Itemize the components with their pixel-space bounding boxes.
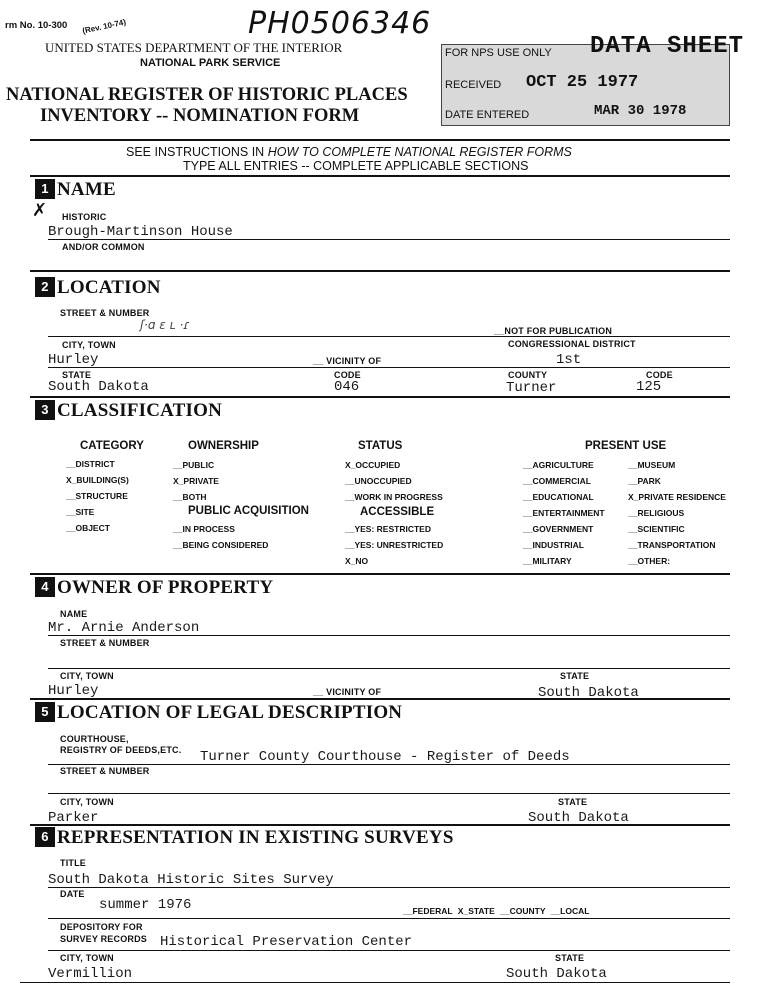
owner-vicinity-of: __ VICINITY OF — [313, 687, 382, 697]
checkmark-x: ✗ — [32, 200, 48, 221]
status-heading: STATUS — [358, 440, 403, 452]
county-label: COUNTY — [508, 370, 548, 380]
congressional-label: CONGRESSIONAL DISTRICT — [508, 339, 636, 349]
survey-date-label: DATE — [60, 889, 85, 899]
section-number: 3 — [35, 400, 55, 420]
use-entertainment: __ENTERTAINMENT — [523, 508, 605, 518]
county-value: Turner — [506, 380, 557, 396]
use-industrial: __INDUSTRIAL — [523, 540, 584, 550]
section-title: REPRESENTATION IN EXISTING SURVEYS — [57, 827, 454, 848]
section-title: LOCATION — [57, 277, 161, 298]
field-line — [48, 336, 730, 337]
service-name: NATIONAL PARK SERVICE — [140, 57, 281, 69]
instructions-line1 — [126, 145, 572, 159]
accessible-heading: ACCESSIBLE — [360, 506, 435, 518]
street-scribble: ʃ·ɑ ɛ ʟ ·ɾ — [140, 318, 190, 332]
section-title: CLASSIFICATION — [57, 400, 223, 421]
vicinity-of: __ VICINITY OF — [313, 356, 382, 366]
section-3-heading — [35, 400, 222, 422]
section-6-heading — [35, 827, 454, 849]
survey-city-value: Vermillion — [48, 966, 133, 982]
common-name-label: AND/OR COMMON — [62, 242, 145, 252]
field-line — [48, 793, 730, 794]
survey-title-label: TITLE — [60, 858, 86, 868]
field-line — [48, 950, 730, 951]
survey-levels: __FEDERAL X_STATE __COUNTY __LOCAL — [403, 906, 590, 916]
use-commercial: __COMMERCIAL — [523, 476, 592, 486]
code-value: 046 — [334, 379, 360, 395]
form-title-line2: INVENTORY -- NOMINATION FORM — [40, 106, 360, 126]
legal-city-value: Parker — [48, 810, 99, 826]
section-2-heading — [35, 277, 161, 299]
ownership-public: __PUBLIC — [173, 460, 215, 470]
ownership-both: __BOTH — [173, 492, 207, 502]
congressional-value: 1st — [556, 352, 582, 368]
state-label: STATE — [62, 370, 92, 380]
instructions-prefix: SEE INSTRUCTIONS IN — [126, 145, 268, 159]
section-number: 6 — [35, 827, 55, 847]
field-line — [48, 367, 730, 368]
use-military: __MILITARY — [523, 556, 572, 566]
ownership-private: X_PRIVATE — [173, 476, 219, 486]
status-occupied: X_OCCUPIED — [345, 460, 401, 470]
use-private-residence: X_PRIVATE RESIDENCE — [628, 492, 726, 502]
category-district: __DISTRICT — [66, 459, 115, 469]
use-transportation: __TRANSPORTATION — [628, 540, 716, 550]
department-name: UNITED STATES DEPARTMENT OF THE INTERIOR — [45, 40, 343, 55]
acquisition-in-process: __IN PROCESS — [173, 524, 235, 534]
divider — [30, 396, 730, 398]
category-site: __SITE — [66, 507, 95, 517]
section-4-heading — [35, 577, 273, 599]
divider — [30, 573, 730, 575]
use-other: __OTHER: — [628, 556, 671, 566]
field-line — [48, 635, 730, 636]
field-line — [48, 239, 730, 240]
legal-state-label: STATE — [558, 797, 588, 807]
nps-stamp-box — [441, 33, 745, 126]
divider — [30, 824, 730, 826]
depository-label-1: DEPOSITORY FOR — [60, 922, 143, 932]
owner-city-label: CITY, TOWN — [60, 671, 114, 681]
acquisition-heading: PUBLIC ACQUISITION — [188, 505, 309, 517]
present-use-heading: PRESENT USE — [585, 440, 667, 452]
registry-value: Turner County Courthouse - Register of Deeds — [200, 749, 570, 765]
historic-label: HISTORIC — [62, 212, 107, 222]
access-restricted: __YES: RESTRICTED — [345, 524, 431, 534]
section-number: 5 — [35, 702, 55, 722]
handwritten-id: PH0506346 — [248, 6, 432, 41]
owner-name-value: Mr. Arnie Anderson — [48, 620, 200, 636]
survey-state-label: STATE — [555, 953, 585, 963]
section-number: 1 — [35, 179, 55, 199]
code-label: CODE — [334, 370, 361, 380]
state-value: South Dakota — [48, 379, 149, 395]
form-number: rm No. 10-300 — [5, 20, 68, 31]
form-title-line1: NATIONAL REGISTER OF HISTORIC PLACES — [6, 85, 408, 105]
code2-value: 125 — [636, 379, 662, 395]
use-agriculture: __AGRICULTURE — [523, 460, 594, 470]
category-object: __OBJECT — [66, 523, 110, 533]
not-for-publication: __NOT FOR PUBLICATION — [494, 326, 613, 336]
nps-use-label: FOR NPS USE ONLY — [445, 47, 552, 59]
field-line — [48, 668, 730, 669]
acquisition-being-considered: __BEING CONSIDERED — [173, 540, 269, 550]
city-label: CITY, TOWN — [62, 340, 116, 350]
category-structure: __STRUCTURE — [66, 491, 128, 501]
owner-name-label: NAME — [60, 609, 88, 619]
instructions-title: HOW TO COMPLETE NATIONAL REGISTER FORMS — [267, 145, 572, 159]
data-sheet-stamp: DATA SHEET — [590, 33, 745, 60]
date-entered-value: MAR 30 1978 — [594, 103, 687, 119]
legal-street-label: STREET & NUMBER — [60, 766, 150, 776]
legal-city-label: CITY, TOWN — [60, 797, 114, 807]
use-museum: __MUSEUM — [628, 460, 676, 470]
instructions-line2: TYPE ALL ENTRIES -- COMPLETE APPLICABLE SECTIONS — [183, 159, 529, 173]
category-buildings: X_BUILDING(S) — [66, 475, 129, 485]
divider — [30, 270, 730, 272]
depository-value: Historical Preservation Center — [160, 934, 413, 950]
courthouse-label: COURTHOUSE, — [60, 734, 129, 744]
access-no: X_NO — [345, 556, 369, 566]
survey-state-value: South Dakota — [506, 966, 607, 982]
section-1-heading — [35, 179, 116, 201]
registry-label: REGISTRY OF DEEDS,ETC. — [60, 745, 182, 755]
section-title: LOCATION OF LEGAL DESCRIPTION — [57, 702, 403, 723]
owner-state-value: South Dakota — [538, 685, 639, 701]
section-title: OWNER OF PROPERTY — [57, 577, 274, 598]
use-educational: __EDUCATIONAL — [523, 492, 594, 502]
section-number: 2 — [35, 277, 55, 297]
access-unrestricted: __YES: UNRESTRICTED — [345, 540, 444, 550]
form-revision: (Rev. 10-74) — [81, 17, 127, 36]
status-work-in-progress: __WORK IN PROGRESS — [345, 492, 443, 502]
owner-state-label: STATE — [560, 671, 590, 681]
use-scientific: __SCIENTIFIC — [628, 524, 685, 534]
divider — [30, 698, 730, 700]
code2-label: CODE — [646, 370, 673, 380]
use-park: __PARK — [628, 476, 661, 486]
legal-state-value: South Dakota — [528, 810, 629, 826]
divider — [30, 139, 730, 141]
field-line — [48, 918, 730, 919]
owner-street-label: STREET & NUMBER — [60, 638, 150, 648]
divider — [30, 175, 730, 177]
received-label: RECEIVED — [445, 79, 502, 91]
historic-name-value: Brough-Martinson House — [48, 224, 233, 240]
date-entered-label: DATE ENTERED — [445, 109, 530, 121]
category-heading: CATEGORY — [80, 440, 144, 452]
city-value: Hurley — [48, 352, 99, 368]
survey-date-value: summer 1976 — [99, 897, 192, 913]
survey-city-label: CITY, TOWN — [60, 953, 114, 963]
depository-label-2: SURVEY RECORDS — [60, 934, 147, 944]
status-unoccupied: __UNOCCUPIED — [345, 476, 412, 486]
section-5-heading — [35, 702, 402, 724]
use-religious: __RELIGIOUS — [628, 508, 685, 518]
ownership-heading: OWNERSHIP — [188, 440, 259, 452]
owner-city-value: Hurley — [48, 683, 99, 699]
street-label: STREET & NUMBER — [60, 308, 150, 318]
survey-title-value: South Dakota Historic Sites Survey — [48, 872, 334, 888]
field-line — [20, 982, 730, 983]
received-date: OCT 25 1977 — [526, 73, 639, 92]
section-number: 4 — [35, 577, 55, 597]
section-title: NAME — [57, 179, 116, 200]
field-line — [48, 887, 730, 888]
field-line — [48, 764, 730, 765]
use-government: __GOVERNMENT — [523, 524, 594, 534]
